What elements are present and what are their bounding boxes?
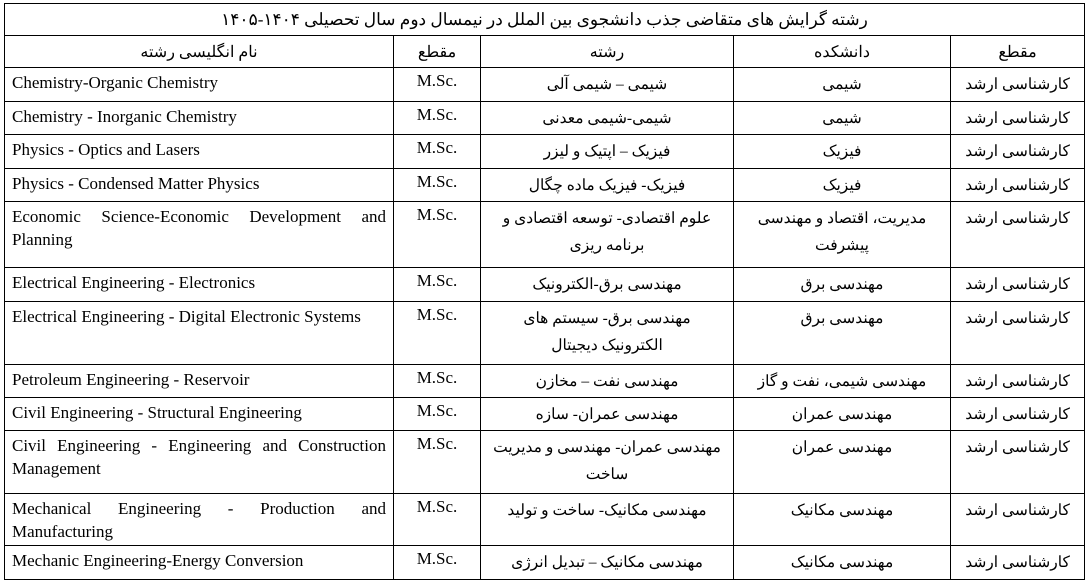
degree-fa-cell: کارشناسی ارشد	[951, 135, 1085, 169]
table-row	[5, 202, 1085, 268]
table-row	[5, 365, 1085, 398]
english-name-cell: Civil Engineering - Structural Engineering	[5, 398, 394, 431]
degree-en-cell: M.Sc.	[394, 302, 481, 365]
degree-en-cell: M.Sc.	[394, 546, 481, 580]
degree-en-cell: M.Sc.	[394, 494, 481, 546]
degree-fa-cell: کارشناسی ارشد	[951, 398, 1085, 431]
field-cell: مهندسی برق-الکترونیک	[481, 268, 734, 302]
table-row	[5, 268, 1085, 302]
faculty-cell: مدیریت، اقتصاد و مهندسی پیشرفت	[734, 202, 951, 268]
table-row	[5, 135, 1085, 169]
table-row	[5, 431, 1085, 494]
field-cell: شیمی – شیمی آلی	[481, 68, 734, 102]
english-name-cell: Economic Science-Economic Development and Planning	[5, 202, 394, 268]
degree-fa-cell: کارشناسی ارشد	[951, 68, 1085, 102]
field-cell: شیمی-شیمی معدنی	[481, 102, 734, 135]
header-faculty: دانشکده	[734, 36, 951, 68]
degree-en-cell: M.Sc.	[394, 202, 481, 268]
programs-table	[4, 3, 1085, 580]
field-cell: مهندسی عمران- سازه	[481, 398, 734, 431]
english-name-cell: Mechanical Engineering - Production and Manufacturing	[5, 494, 394, 546]
field-cell: مهندسی مکانیک – تبدیل انرژی	[481, 546, 734, 580]
degree-en-cell: M.Sc.	[394, 68, 481, 102]
header-degree-en: مقطع	[394, 36, 481, 68]
table-title: رشته گرایش های متقاضی جذب دانشجوی بین الملل در نیمسال دوم سال تحصیلی ۱۴۰۴-۱۴۰۵	[5, 4, 1085, 36]
degree-en-cell: M.Sc.	[394, 169, 481, 202]
field-cell: فیزیک – اپتیک و لیزر	[481, 135, 734, 169]
degree-en-cell: M.Sc.	[394, 365, 481, 398]
english-name-cell: Chemistry - Inorganic Chemistry	[5, 102, 394, 135]
field-cell: علوم اقتصادی- توسعه اقتصادی و برنامه ریزی	[481, 202, 734, 268]
english-name-cell: Electrical Engineering - Digital Electronic Systems	[5, 302, 394, 365]
table-row	[5, 302, 1085, 365]
faculty-cell: فیزیک	[734, 169, 951, 202]
degree-fa-cell: کارشناسی ارشد	[951, 102, 1085, 135]
field-cell: مهندسی مکانیک- ساخت و تولید	[481, 494, 734, 546]
faculty-cell: مهندسی مکانیک	[734, 494, 951, 546]
faculty-cell: شیمی	[734, 68, 951, 102]
faculty-cell: شیمی	[734, 102, 951, 135]
table-row	[5, 546, 1085, 580]
degree-en-cell: M.Sc.	[394, 431, 481, 494]
header-degree-fa: مقطع	[951, 36, 1085, 68]
english-name-cell: Electrical Engineering - Electronics	[5, 268, 394, 302]
degree-en-cell: M.Sc.	[394, 398, 481, 431]
english-name-cell: Chemistry-Organic Chemistry	[5, 68, 394, 102]
faculty-cell: مهندسی عمران	[734, 431, 951, 494]
faculty-cell: مهندسی برق	[734, 302, 951, 365]
degree-fa-cell: کارشناسی ارشد	[951, 202, 1085, 268]
english-name-cell: Mechanic Engineering-Energy Conversion	[5, 546, 394, 580]
english-name-cell: Physics - Optics and Lasers	[5, 135, 394, 169]
degree-fa-cell: کارشناسی ارشد	[951, 268, 1085, 302]
faculty-cell: مهندسی شیمی، نفت و گاز	[734, 365, 951, 398]
field-cell: فیزیک- فیزیک ماده چگال	[481, 169, 734, 202]
table-row	[5, 494, 1085, 546]
english-name-cell: Petroleum Engineering - Reservoir	[5, 365, 394, 398]
degree-fa-cell: کارشناسی ارشد	[951, 169, 1085, 202]
header-field: رشته	[481, 36, 734, 68]
field-cell: مهندسی برق- سیستم های الکترونیک دیجیتال	[481, 302, 734, 365]
table-row	[5, 68, 1085, 102]
field-cell: مهندسی نفت – مخازن	[481, 365, 734, 398]
header-english-name: نام انگلیسی رشته	[5, 36, 394, 68]
degree-fa-cell: کارشناسی ارشد	[951, 365, 1085, 398]
english-name-cell: Physics - Condensed Matter Physics	[5, 169, 394, 202]
faculty-cell: مهندسی برق	[734, 268, 951, 302]
field-cell: مهندسی عمران- مهندسی و مدیریت ساخت	[481, 431, 734, 494]
degree-en-cell: M.Sc.	[394, 268, 481, 302]
degree-en-cell: M.Sc.	[394, 135, 481, 169]
degree-fa-cell: کارشناسی ارشد	[951, 546, 1085, 580]
degree-en-cell: M.Sc.	[394, 102, 481, 135]
degree-fa-cell: کارشناسی ارشد	[951, 494, 1085, 546]
table-row	[5, 398, 1085, 431]
degree-fa-cell: کارشناسی ارشد	[951, 431, 1085, 494]
faculty-cell: مهندسی عمران	[734, 398, 951, 431]
table-row	[5, 169, 1085, 202]
faculty-cell: مهندسی مکانیک	[734, 546, 951, 580]
faculty-cell: فیزیک	[734, 135, 951, 169]
degree-fa-cell: کارشناسی ارشد	[951, 302, 1085, 365]
english-name-cell: Civil Engineering - Engineering and Construction Management	[5, 431, 394, 494]
table-row	[5, 102, 1085, 135]
